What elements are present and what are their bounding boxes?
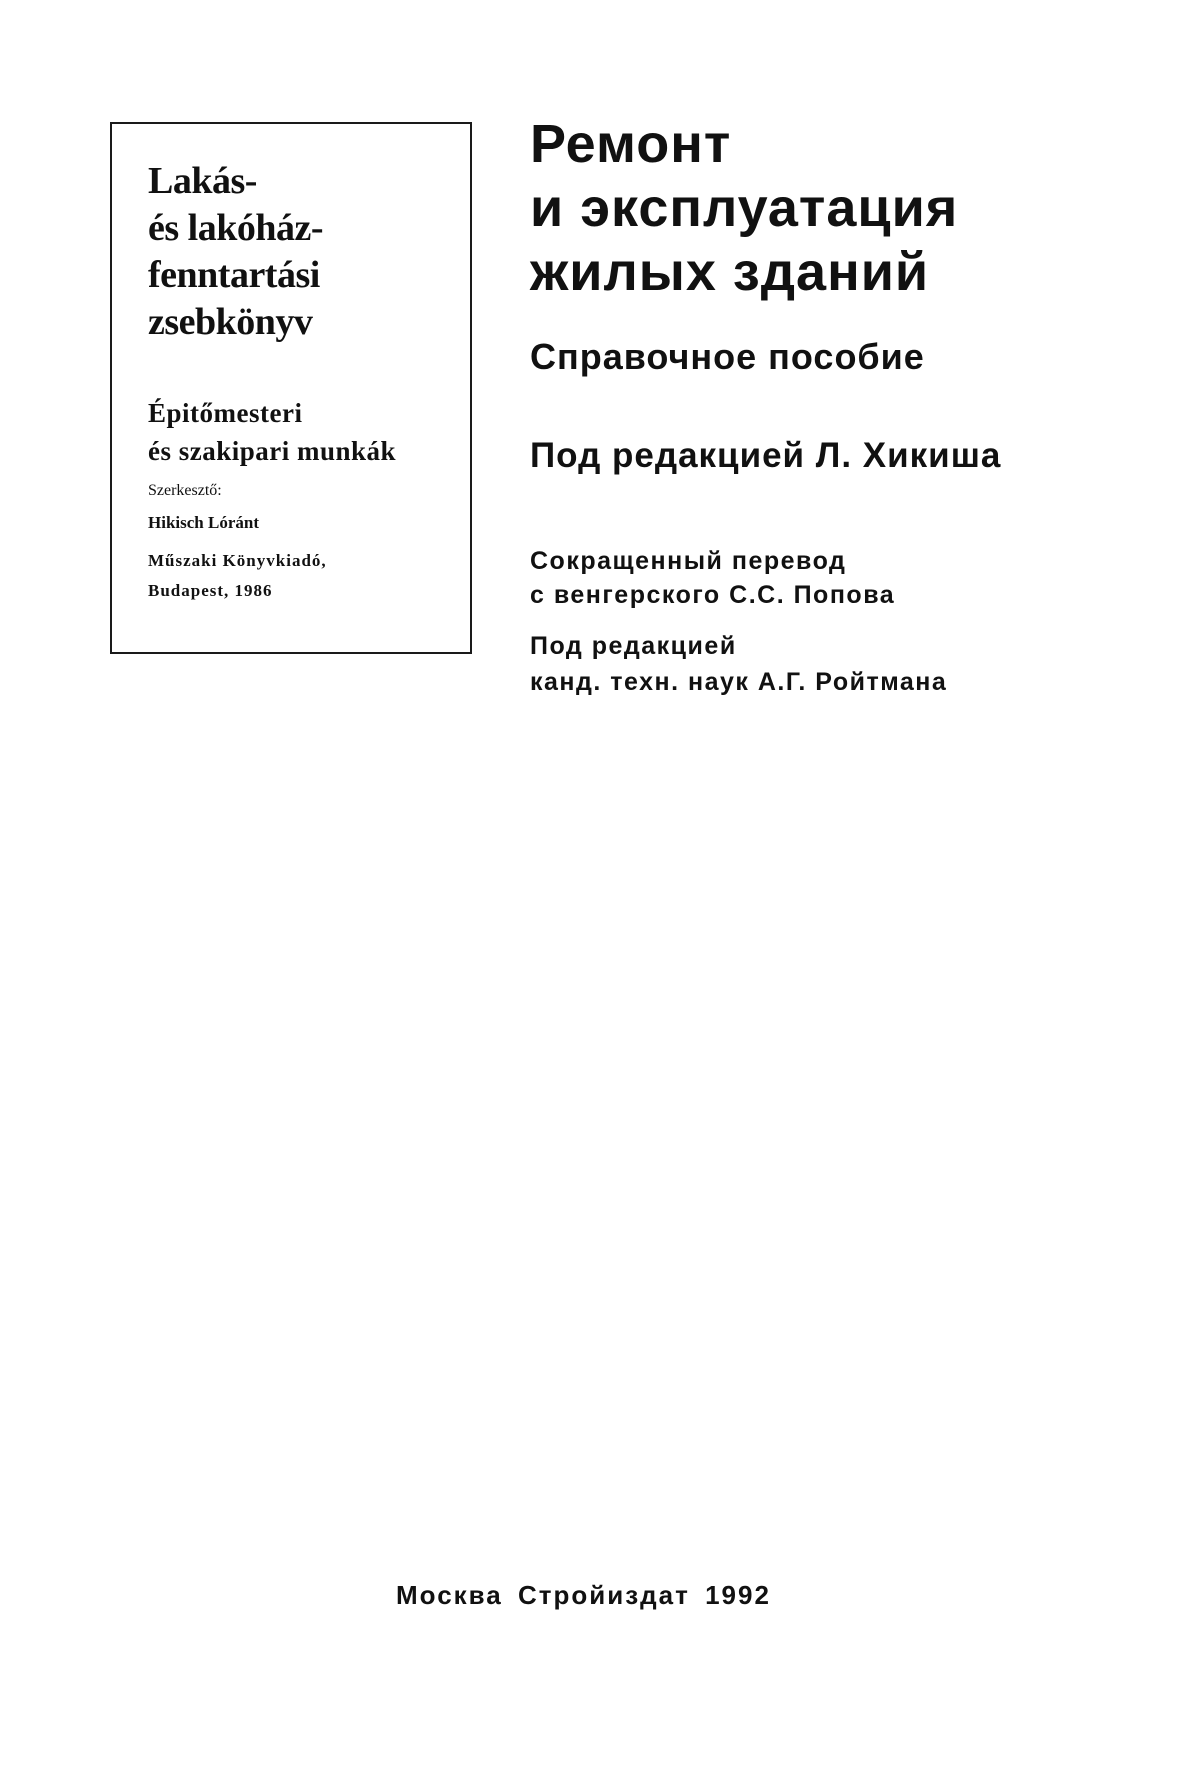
- translation-editor-credit: [530, 628, 947, 700]
- book-editor: Под редакцией Л. Хикиша: [530, 436, 1002, 475]
- translation-credit-line: с венгерского С.С. Попова: [530, 581, 896, 609]
- translation-editor-line: канд. техн. наук А.Г. Ройтмана: [530, 668, 948, 696]
- original-title-line: zsebkönyv: [148, 301, 313, 343]
- original-editor-label: Szerkesztő:: [148, 482, 222, 499]
- original-title-line: és lakóház-: [148, 207, 323, 249]
- original-publisher-line: Műszaki Könyvkiadó,: [148, 551, 327, 570]
- original-title-line: fenntartási: [148, 254, 320, 296]
- original-subtitle-line: Épitőmesteri: [148, 398, 303, 428]
- original-title-line: Lakás-: [148, 160, 257, 202]
- original-subtitle-line: és szakipari munkák: [148, 436, 397, 466]
- original-edition-box: [110, 122, 472, 654]
- title-block: [530, 112, 1170, 696]
- book-title: [530, 112, 1170, 304]
- original-title: [148, 158, 323, 346]
- book-subtitle: Справочное пособие: [530, 336, 925, 377]
- book-title-line: и эксплуатация: [530, 178, 959, 238]
- book-title-line: Ремонт: [530, 114, 732, 174]
- translation-credit: [530, 544, 895, 612]
- translation-editor-line: Под редакцией: [530, 632, 737, 660]
- original-publisher-line: Budapest, 1986: [148, 581, 273, 600]
- original-subtitle: [148, 394, 396, 470]
- original-publisher: [148, 546, 327, 606]
- translation-credit-line: Сокращенный перевод: [530, 547, 847, 575]
- original-editor-name: Hikisch Lóránt: [148, 513, 259, 532]
- book-title-line: жилых зданий: [530, 242, 930, 302]
- publisher-imprint: Москва Стройиздат 1992: [396, 1580, 771, 1610]
